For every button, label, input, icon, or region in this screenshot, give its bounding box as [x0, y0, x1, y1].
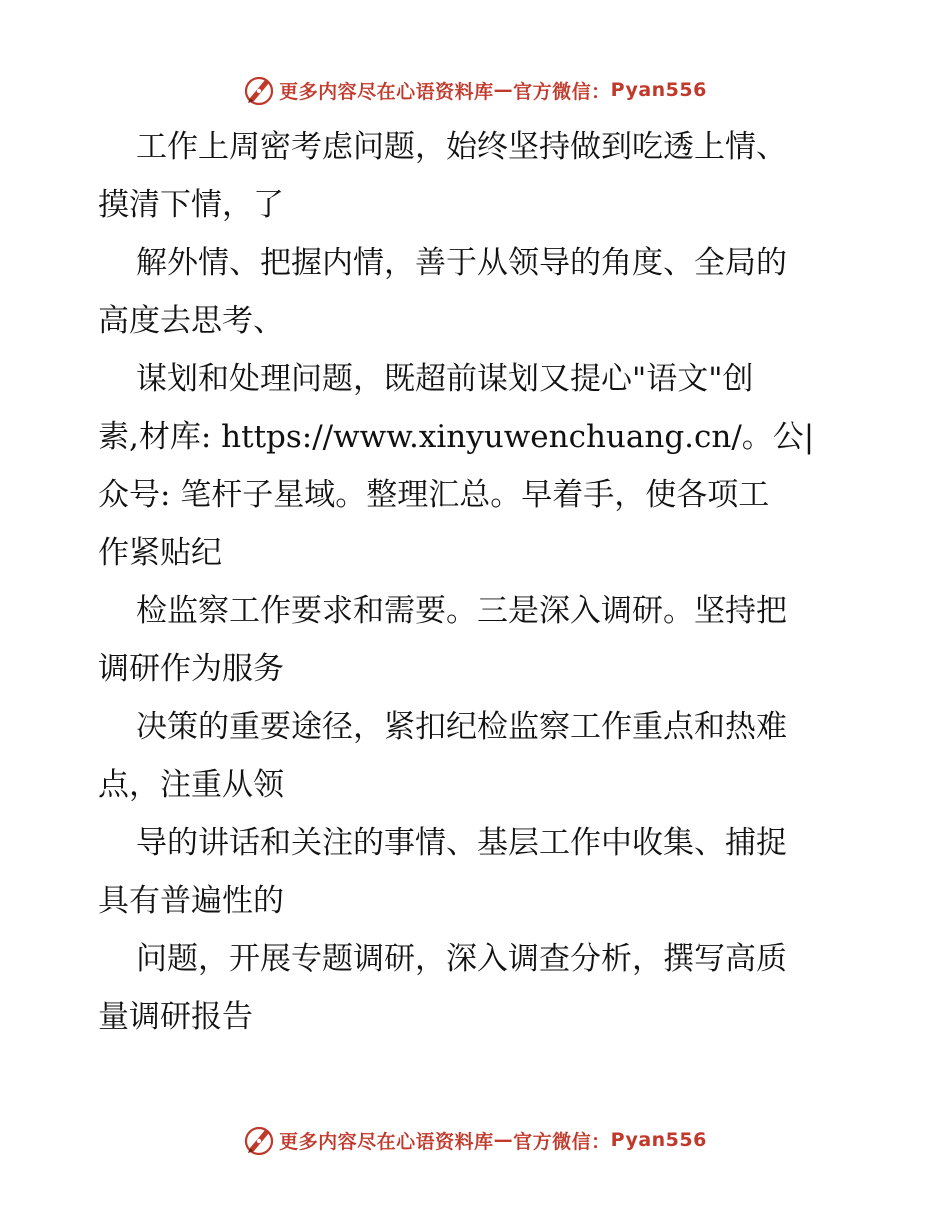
pen-logo-icon [243, 74, 275, 106]
pen-logo-icon [243, 1124, 275, 1156]
text-line: 具有普遍性的 [98, 883, 284, 919]
header-site-text: 更多内容尽在心语资料库 [279, 80, 494, 103]
text-line: 谋划和处理问题，既超前谋划又提心"语文"创 [136, 361, 754, 397]
text-line: 决策的重要途径，紧扣纪检监察工作重点和热难 [136, 709, 787, 745]
document-body [98, 118, 858, 1046]
text-line: 问题，开展专题调研，深入调查分析，撰写高质 [136, 941, 787, 977]
footer-site-text: 更多内容尽在心语资料库 [279, 1130, 494, 1153]
text-line: 作紧贴纪 [98, 535, 222, 571]
text-line: 点，注重从领 [98, 767, 284, 803]
text-line: 检监察工作要求和需要。三是深入调研。坚持把 [136, 593, 787, 629]
text-line-url: 素,材库: https://www.xinyuwenchuang.cn/。公| [98, 419, 815, 455]
header-wechat-id: Pyan556 [610, 79, 707, 101]
text-line: 摸清下情，了 [98, 187, 284, 223]
header-wechat-label: 官方微信： [513, 80, 611, 103]
footer-banner [0, 1120, 950, 1160]
footer-wechat-label: 官方微信： [513, 1130, 611, 1153]
header-dash: — [493, 79, 514, 101]
footer-wechat-id: Pyan556 [610, 1129, 707, 1151]
header-banner [0, 70, 950, 110]
text-line: 导的讲话和关注的事情、基层工作中收集、捕捉 [136, 825, 787, 861]
text-line: 量调研报告 [98, 999, 253, 1035]
text-line: 工作上周密考虑问题，始终坚持做到吃透上情、 [136, 129, 787, 165]
text-line: 高度去思考、 [98, 303, 284, 339]
text-line: 众号: 笔杆子星域。整理汇总。早着手，使各项工 [98, 477, 770, 513]
footer-dash: — [493, 1129, 514, 1151]
text-line: 解外情、把握内情，善于从领导的角度、全局的 [136, 245, 787, 281]
text-line: 调研作为服务 [98, 651, 284, 687]
